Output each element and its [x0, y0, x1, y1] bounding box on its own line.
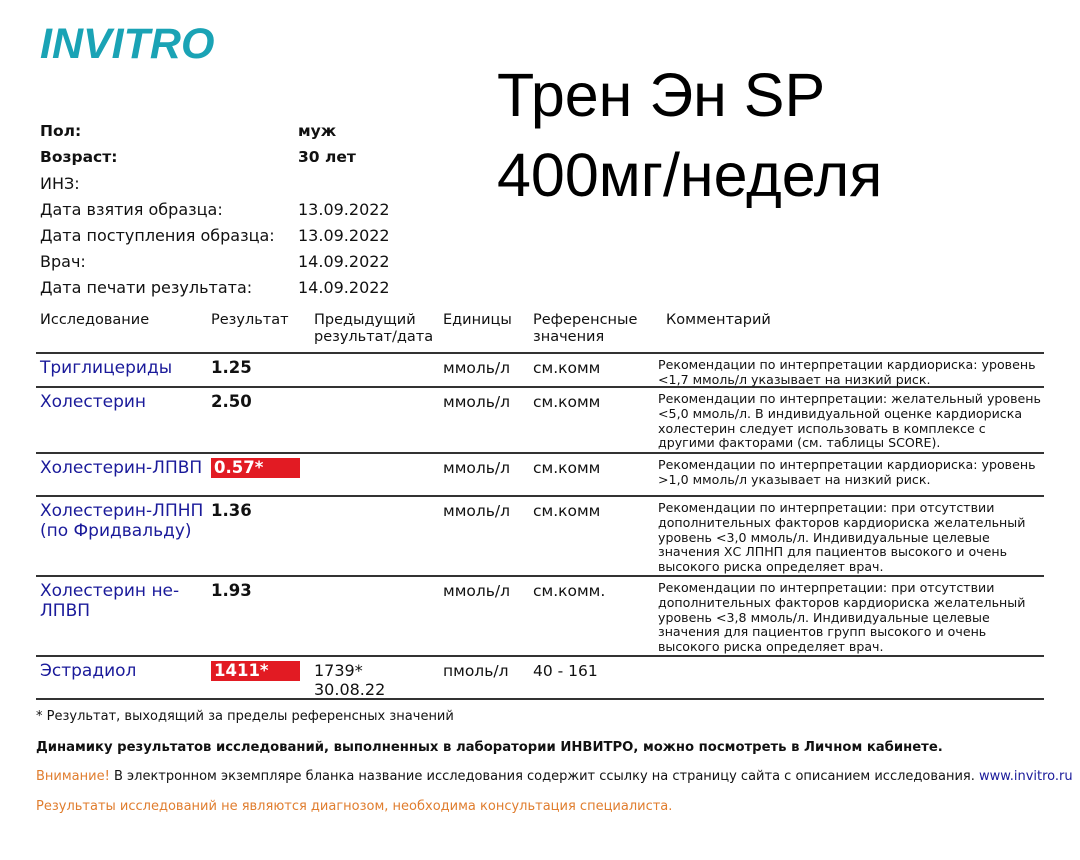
comment: Рекомендации по интерпретации: при отсутствии дополнительных факторов кардиориска желательный уровень <3,8 ммоль/л. Индивидуальные целевые значения для пациентов групп высокого и очень высокого риска определяет врач.	[658, 580, 1026, 655]
table-row	[36, 386, 1044, 452]
field-label: Пол:	[40, 122, 82, 140]
attention-text: В электронном экземпляре бланка название исследования содержит ссылку на страницу сайта с описанием исследования.	[109, 769, 980, 784]
reference: см.комм	[533, 459, 601, 477]
disclaimer: Результаты исследований не являются диагнозом, необходима консультация специалиста.	[36, 799, 673, 814]
header-previous: Предыдущий результат/дата	[314, 312, 434, 345]
field-value: муж	[298, 122, 337, 140]
field-value: 13.09.2022	[298, 225, 390, 245]
overlay-title	[497, 55, 882, 215]
field-label: Дата взятия образца:	[40, 199, 223, 219]
overlay-title-line1: Трен Эн SP	[497, 61, 826, 129]
patient-field-receipt-date	[40, 222, 390, 248]
header-units: Единицы	[443, 312, 512, 328]
website-link[interactable]: www.invitro.ru	[979, 769, 1073, 784]
study-link[interactable]: Холестерин-ЛПВП	[40, 458, 203, 478]
field-value: 14.09.2022	[298, 251, 390, 271]
study-link[interactable]: Эстрадиол	[40, 661, 137, 681]
units: ммоль/л	[443, 502, 511, 520]
attention-note	[36, 769, 1073, 784]
units: пмоль/л	[443, 662, 509, 680]
patient-info	[40, 118, 390, 300]
units: ммоль/л	[443, 582, 511, 600]
study-link[interactable]: Холестерин	[40, 392, 147, 412]
patient-field-print-date	[40, 274, 390, 300]
field-label: Врач:	[40, 251, 86, 271]
out-of-range-badge: 1411*	[211, 661, 300, 681]
field-label: Дата поступления образца:	[40, 225, 275, 245]
result-value: 1.25	[211, 358, 252, 377]
previous-result	[310, 657, 439, 698]
header-reference: Референсные значения	[533, 312, 638, 345]
table-row	[36, 655, 1044, 700]
previous-value: 1739*	[314, 661, 363, 680]
out-of-range-badge: 0.57*	[211, 458, 300, 478]
previous-result	[310, 454, 439, 495]
table-header	[36, 312, 1044, 352]
reference: см.комм	[533, 359, 601, 377]
results-table	[36, 312, 1044, 700]
previous-result	[310, 388, 439, 452]
units: ммоль/л	[443, 393, 511, 411]
previous-result	[310, 497, 439, 575]
field-label: Возраст:	[40, 148, 118, 166]
asterisk-note: * Результат, выходящий за пределы референсных значений	[36, 709, 454, 724]
attention-label: Внимание!	[36, 769, 110, 784]
previous-date: 30.08.22	[314, 680, 386, 699]
comment: Рекомендации по интерпретации кардиориска: уровень >1,0 ммоль/л указывает на низкий риск.	[658, 457, 1036, 487]
overlay-title-line2: 400мг/неделя	[497, 141, 883, 209]
invitro-logo: INVITRO	[40, 20, 215, 68]
field-value: 14.09.2022	[298, 277, 390, 297]
units: ммоль/л	[443, 359, 511, 377]
header-result: Результат	[211, 312, 289, 328]
comment	[656, 657, 1044, 698]
table-row	[36, 352, 1044, 386]
comment: Рекомендации по интерпретации кардиориска: уровень <1,7 ммоль/л указывает на низкий риск.	[658, 357, 1036, 387]
study-link[interactable]: Холестерин-ЛПНП (по Фридвальду)	[40, 501, 204, 541]
field-label: Дата печати результата:	[40, 277, 253, 297]
patient-field-age	[40, 144, 390, 170]
study-link[interactable]: Холестерин не-ЛПВП	[40, 581, 180, 621]
result-value-flagged	[207, 657, 310, 698]
result-value: 2.50	[211, 392, 252, 411]
reference: см.комм	[533, 393, 601, 411]
result-value: 1.93	[211, 581, 252, 600]
field-value: 30 лет	[298, 148, 356, 166]
reference: 40 - 161	[533, 662, 598, 680]
header-comment: Комментарий	[666, 312, 771, 328]
patient-field-doctor	[40, 248, 390, 274]
field-value: 13.09.2022	[298, 199, 390, 219]
previous-result	[310, 577, 439, 655]
patient-field-inz	[40, 170, 390, 196]
comment: Рекомендации по интерпретации: при отсутствии дополнительных факторов кардиориска желательный уровень <3,0 ммоль/л. Индивидуальные целевые значения ХС ЛПНП для пациентов высокого и очень высокого риска определяет врач.	[658, 500, 1026, 575]
study-link[interactable]: Триглицериды	[40, 358, 173, 378]
reference: см.комм	[533, 502, 601, 520]
reference: см.комм.	[533, 582, 606, 600]
table-row	[36, 452, 1044, 495]
comment: Рекомендации по интерпретации: желательный уровень <5,0 ммоль/л. В индивидуальной оценке кардиориска холестерин следует использовать в комплексе с другими факторами (см. таблицы SCORE).	[658, 391, 1041, 451]
field-label: ИНЗ:	[40, 173, 80, 193]
table-row	[36, 495, 1044, 575]
table-row	[36, 575, 1044, 655]
units: ммоль/л	[443, 459, 511, 477]
dynamics-note: Динамику результатов исследований, выполненных в лаборатории ИНВИТРО, можно посмотреть в Личном кабинете.	[36, 740, 943, 755]
result-value-flagged	[207, 454, 310, 495]
previous-result	[310, 354, 439, 386]
patient-field-sex	[40, 118, 390, 144]
header-study: Исследование	[40, 312, 150, 328]
patient-field-sample-date	[40, 196, 390, 222]
result-value: 1.36	[211, 501, 252, 520]
